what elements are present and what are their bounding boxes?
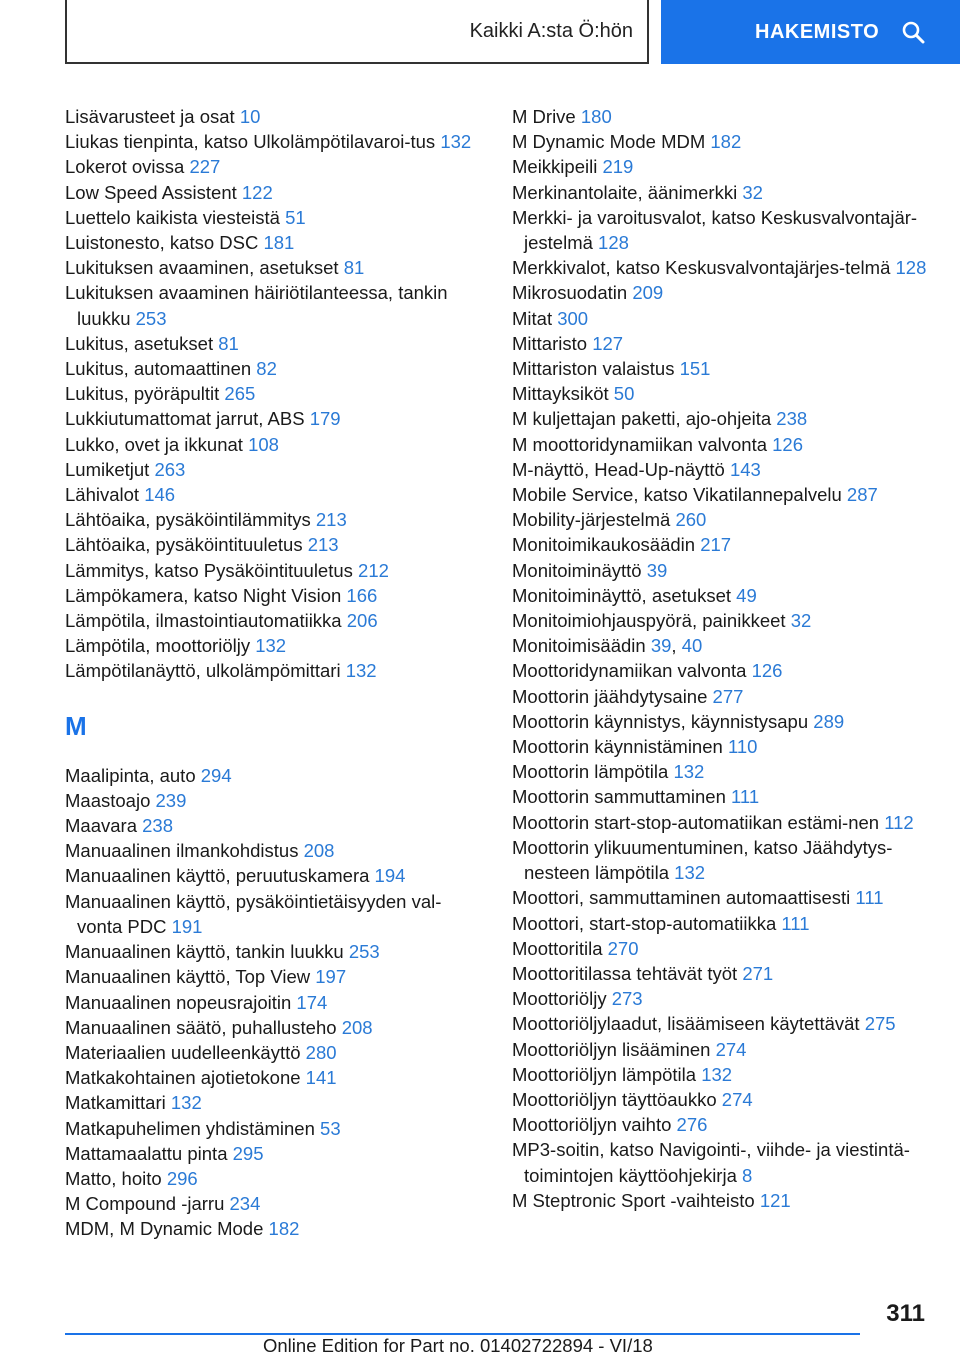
entry-term: Maastoajo [65, 789, 156, 811]
index-entry [512, 658, 942, 683]
page-link[interactable]: 275 [864, 1013, 896, 1035]
index-entry [512, 1011, 942, 1036]
entry-term: M moottoridynamiikan valvonta [512, 433, 773, 455]
page-link[interactable]: 132 [345, 660, 377, 682]
index-entry [65, 532, 485, 557]
index-entry [65, 482, 485, 507]
entry-term: Matkakohtainen ajotietokone [65, 1067, 306, 1089]
entry-term: MP3-soitin, katso Navigointi-, viihde- ja viestintä‐toimintojen käyttöohjekirja [512, 1139, 910, 1186]
entry-term: Mikrosuodatin [512, 282, 633, 304]
index-entry [65, 1040, 485, 1065]
index-entry [512, 810, 942, 835]
page-link[interactable]: 180 [580, 106, 612, 127]
index-entry [65, 230, 485, 255]
entry-term: Meikkipeili [512, 156, 603, 178]
entry-term: Moottoritilassa tehtävät työt [512, 962, 743, 984]
entry-term: Lukituksen avaaminen, asetukset [65, 257, 344, 279]
entry-term: Mitat [512, 307, 558, 329]
index-entry [65, 558, 485, 583]
page-link[interactable]: 277 [712, 685, 744, 707]
page-link[interactable]: 108 [248, 433, 279, 455]
entry-term: Merkkivalot, katso Keskusvalvontajärjes‐telmä [512, 257, 896, 279]
page-link[interactable]: 174 [296, 991, 328, 1013]
index-entry [65, 889, 485, 939]
entry-list-m-continued [512, 104, 942, 1213]
page-link[interactable]: 110 [727, 736, 758, 758]
page-link[interactable]: 212 [358, 559, 389, 581]
entry-term: Lukkiutumattomat jarrut, ABS [65, 408, 310, 430]
index-entry [512, 961, 942, 986]
page-link[interactable]: 227 [189, 156, 221, 178]
page-link[interactable]: 234 [229, 1193, 261, 1215]
page-link[interactable]: 263 [154, 458, 186, 480]
entry-term: Lähtöaika, pysäköintilämmitys [65, 509, 316, 531]
entry-term: Manuaalinen säätö, puhallusteho [65, 1016, 342, 1038]
page-link[interactable]: 197 [315, 966, 347, 988]
index-entry [512, 154, 942, 179]
index-entry [65, 658, 485, 683]
entry-term: M Steptronic Sport -vaihteisto [512, 1189, 760, 1211]
entry-term: Moottorin sammuttaminen [512, 786, 732, 808]
index-entry [65, 507, 485, 532]
entry-term: Moottoriöljyn lämpötila [512, 1063, 702, 1085]
index-entry [65, 180, 485, 205]
index-entry [512, 432, 942, 457]
entry-term: Moottorin jäähdytysaine [512, 685, 713, 707]
page-link[interactable]: 287 [846, 484, 878, 506]
index-entry [512, 482, 942, 507]
index-entry [65, 331, 485, 356]
page-link[interactable]: 121 [759, 1189, 791, 1211]
index-entry [65, 432, 485, 457]
page-link[interactable]: 239 [155, 789, 187, 811]
index-entry [512, 759, 942, 784]
page-link[interactable]: 128 [895, 257, 927, 279]
page-link[interactable]: 209 [632, 282, 664, 304]
page-link[interactable]: 39 [650, 635, 672, 657]
index-entry [65, 863, 485, 888]
entry-term: Moottoriöljyn täyttöaukko [512, 1088, 722, 1110]
entry-term: Lähivalot [65, 484, 145, 506]
page-link[interactable]: 111 [781, 912, 810, 934]
index-entry [512, 356, 942, 381]
index-entry [65, 280, 485, 330]
index-entry [512, 205, 942, 255]
entry-term: Monitoiminäyttö, asetukset [512, 584, 737, 606]
index-entry [512, 280, 942, 305]
entry-term: Lokerot ovissa [65, 156, 190, 178]
page-link[interactable]: 82 [256, 358, 277, 380]
index-entry [65, 1015, 485, 1040]
page-link[interactable]: 126 [772, 433, 804, 455]
page-link[interactable]: 132 [255, 635, 287, 657]
page-link[interactable]: 49 [736, 584, 757, 606]
index-entry [65, 1191, 485, 1216]
page-link[interactable]: 127 [592, 332, 624, 354]
entry-term: Mobility-järjestelmä [512, 509, 676, 531]
page-link[interactable]: 274 [721, 1088, 753, 1110]
page-link[interactable]: 132 [673, 761, 705, 783]
entry-term: Lukitus, automaattinen [65, 358, 257, 380]
page-link[interactable]: 141 [305, 1067, 337, 1089]
entry-term: M kuljettajan paketti, ajo-ohjeita [512, 408, 777, 430]
page-link[interactable]: 182 [268, 1218, 300, 1240]
entry-term: Luistonesto, katso DSC [65, 232, 264, 254]
page-link[interactable]: 111 [855, 887, 884, 909]
entry-term: Matkamittari [65, 1092, 171, 1114]
entry-term: Moottoriöljyn lisääminen [512, 1038, 716, 1060]
entry-list-l [65, 104, 485, 684]
index-entry [65, 154, 485, 179]
entry-term: Maavara [65, 815, 143, 837]
index-entry [65, 813, 485, 838]
entry-term: Moottori, start-stop-automatiikka [512, 912, 782, 934]
tab-a-to-o-label: Kaikki A:sta Ö:hön [469, 19, 633, 42]
index-entry [512, 1062, 942, 1087]
page-link[interactable]: 219 [602, 156, 634, 178]
page-link[interactable]: 179 [309, 408, 341, 430]
search-icon[interactable] [901, 20, 925, 44]
page-link[interactable]: 295 [232, 1142, 264, 1164]
page-link[interactable]: 280 [305, 1041, 337, 1063]
index-entry [512, 1037, 942, 1062]
page-link[interactable]: 111 [731, 786, 760, 808]
entry-term: Mittariston valaistus [512, 358, 680, 380]
entry-term: Mittaristo [512, 332, 593, 354]
index-entry [512, 885, 942, 910]
page-separator: , [671, 635, 682, 657]
entry-term: M Compound -jarru [65, 1193, 230, 1215]
index-entry [65, 788, 485, 813]
entry-term: Moottorin ylikuumentuminen, katso Jäähdytys‐nesteen lämpötila [512, 836, 893, 884]
entry-term: Matto, hoito [65, 1167, 167, 1189]
entry-term: Moottoriöljyn vaihto [512, 1114, 677, 1136]
index-entry [512, 1112, 942, 1137]
entry-term: Liukas tienpinta, katso Ulkolämpötilavaroi‐tus [65, 131, 441, 153]
page-link[interactable]: 260 [675, 509, 707, 531]
index-entry [65, 255, 485, 280]
entry-term: Mobile Service, katso Vikatilannepalvelu [512, 484, 847, 506]
entry-term: Lukituksen avaaminen häiriötilanteessa, tankin luukku [65, 282, 448, 329]
page-link[interactable]: 10 [239, 106, 261, 127]
entry-term: Manuaalinen käyttö, tankin luukku [65, 941, 349, 963]
index-entry [65, 1090, 485, 1115]
entry-term: Lukitus, pyöräpultit [65, 383, 225, 405]
index-entry [512, 911, 942, 936]
page-link[interactable]: 294 [200, 764, 232, 786]
page-link[interactable]: 132 [440, 131, 472, 153]
entry-term: Maalipinta, auto [65, 764, 201, 786]
index-entry [512, 255, 942, 280]
index-column-right [512, 104, 942, 1213]
page-link[interactable]: 182 [710, 131, 742, 153]
index-entry [65, 1065, 485, 1090]
index-entry [512, 129, 942, 154]
page-link[interactable]: 289 [813, 710, 845, 732]
page-link[interactable]: 181 [263, 232, 295, 254]
edition-footer: Online Edition for Part no. 01402722894 - VI/18 [263, 1335, 653, 1356]
page-link[interactable]: 51 [285, 206, 306, 228]
page-link[interactable]: 213 [307, 534, 339, 556]
page-link[interactable]: 50 [613, 383, 635, 405]
page-link[interactable]: 253 [135, 307, 167, 329]
index-entry [65, 406, 485, 431]
entry-term: Lumiketjut [65, 458, 155, 480]
page-link[interactable]: 122 [241, 181, 273, 203]
index-entry [65, 1116, 485, 1141]
page-link[interactable]: 166 [346, 584, 378, 606]
entry-term: Manuaalinen käyttö, peruutuskamera [65, 865, 375, 887]
entry-term: Moottoridynamiikan valvonta [512, 660, 752, 682]
index-entry [65, 129, 485, 154]
index-entry [512, 684, 942, 709]
index-entry [512, 507, 942, 532]
entry-term: Monitoimikaukosäädin [512, 534, 701, 556]
index-entry [65, 205, 485, 230]
entry-term: Moottoriöljylaadut, lisäämiseen käytettävät [512, 1013, 865, 1035]
page-link[interactable]: 53 [320, 1117, 341, 1139]
index-entry [512, 180, 942, 205]
page-link[interactable]: 143 [729, 458, 761, 480]
page-link[interactable]: 81 [343, 257, 365, 279]
entry-term: Low Speed Assistent [65, 181, 242, 203]
index-entry [512, 583, 942, 608]
entry-term: Materiaalien uudelleenkäyttö [65, 1041, 306, 1063]
entry-term: Lähtöaika, pysäköintituuletus [65, 534, 308, 556]
page-link[interactable]: 39 [646, 559, 668, 581]
page-link[interactable]: 274 [715, 1038, 747, 1060]
entry-term: MDM, M Dynamic Mode [65, 1218, 269, 1240]
entry-term: Moottorin start-stop-automatiikan estämi‐nen [512, 811, 885, 833]
entry-term: Lisävarusteet ja osat [65, 106, 240, 127]
index-entry [65, 990, 485, 1015]
entry-term: Manuaalinen käyttö, Top View [65, 966, 316, 988]
tab-index-label: HAKEMISTO [755, 20, 880, 43]
entry-term: Lämpötila, moottoriöljy [65, 635, 256, 657]
page-link[interactable]: 126 [751, 660, 783, 682]
tab-index[interactable] [661, 0, 960, 64]
index-entry [65, 838, 485, 863]
page-link[interactable]: 132 [701, 1063, 733, 1085]
entry-term: Lämpökamera, katso Night Vision [65, 584, 347, 606]
index-entry [65, 104, 485, 129]
entry-term: Merkki- ja varoitusvalot, katso Keskusvalvontajär‐jestelmä [512, 206, 918, 254]
entry-term: Monitoimisäädin [512, 635, 651, 657]
page-link[interactable]: 128 [598, 232, 629, 254]
entry-term: M Drive [512, 106, 581, 127]
page-link[interactable]: 206 [346, 610, 378, 632]
entry-term: Manuaalinen ilmankohdistus [65, 840, 304, 862]
page-link[interactable]: 270 [607, 937, 639, 959]
entry-list-m [65, 763, 485, 1242]
index-entry [512, 1137, 942, 1187]
index-entry [512, 558, 942, 583]
entry-term: Matkapuhelimen yhdistäminen [65, 1117, 321, 1139]
index-entry [65, 608, 485, 633]
index-entry [65, 633, 485, 658]
page-link[interactable]: 8 [742, 1164, 753, 1186]
index-entry [512, 381, 942, 406]
index-entry [65, 939, 485, 964]
index-entry [65, 356, 485, 381]
page-link[interactable]: 112 [884, 811, 914, 833]
index-entry [512, 406, 942, 431]
page-link[interactable]: 191 [171, 915, 203, 937]
entry-term: Lukko, ovet ja ikkunat [65, 433, 249, 455]
index-entry [512, 784, 942, 809]
entry-term: Moottorin lämpötila [512, 761, 674, 783]
entry-term: M-näyttö, Head-Up-näyttö [512, 458, 730, 480]
page-number: 311 [886, 1300, 925, 1327]
index-entry [512, 331, 942, 356]
entry-term: Lukitus, asetukset [65, 332, 219, 354]
tab-a-to-o[interactable] [65, 0, 649, 64]
index-entry [65, 964, 485, 989]
page-link[interactable]: 32 [790, 610, 812, 632]
index-entry [512, 709, 942, 734]
entry-term: Monitoiminäyttö [512, 559, 647, 581]
index-entry [512, 936, 942, 961]
page-link[interactable]: 271 [742, 962, 774, 984]
entry-term: Luettelo kaikista viesteistä [65, 206, 286, 228]
index-entry [512, 457, 942, 482]
index-entry [65, 1166, 485, 1191]
page-link[interactable]: 194 [374, 865, 406, 887]
index-entry [65, 763, 485, 788]
index-entry [512, 608, 942, 633]
entry-term: Moottoritila [512, 937, 608, 959]
entry-term: Monitoimiohjauspyörä, painikkeet [512, 610, 791, 632]
entry-term: M Dynamic Mode MDM [512, 131, 711, 153]
entry-term: Moottori, sammuttaminen automaattisesti [512, 887, 856, 909]
index-entry [512, 104, 942, 129]
entry-term: Manuaalinen käyttö, pysäköintietäisyyden val‐vonta PDC [65, 890, 442, 937]
index-entry [65, 381, 485, 406]
page-link[interactable]: 300 [557, 307, 589, 329]
index-column-left [65, 104, 485, 1242]
page-link[interactable]: 81 [218, 332, 239, 354]
index-entry [512, 1087, 942, 1112]
page-link[interactable]: 253 [348, 941, 380, 963]
index-entry [512, 532, 942, 557]
page-link[interactable]: 132 [674, 862, 706, 884]
page-link[interactable]: 273 [611, 988, 643, 1010]
page-link[interactable]: 146 [144, 484, 176, 506]
page-link[interactable]: 238 [142, 815, 173, 837]
entry-term: Mittayksiköt [512, 383, 614, 405]
page-link[interactable]: 238 [776, 408, 808, 430]
entry-term: Moottoriöljy [512, 988, 612, 1010]
entry-term: Lämpötila, ilmastointiautomatiikka [65, 610, 347, 632]
index-entry [512, 835, 942, 885]
entry-term: Mattamaalattu pinta [65, 1142, 233, 1164]
page-link[interactable]: 265 [224, 383, 256, 405]
entry-term: Lämpötilanäyttö, ulkolämpömittari [65, 660, 346, 682]
page-link[interactable]: 32 [742, 181, 763, 203]
index-entry [65, 457, 485, 482]
section-letter-m: M [65, 710, 87, 741]
index-entry [512, 734, 942, 759]
page-link[interactable]: 208 [341, 1016, 373, 1038]
page-link[interactable]: 132 [170, 1092, 202, 1114]
entry-term: Merkinantolaite, äänimerkki [512, 181, 743, 203]
index-entry [512, 306, 942, 331]
index-entry [512, 633, 942, 658]
page-link[interactable]: 208 [303, 840, 335, 862]
page-link[interactable]: 151 [679, 358, 711, 380]
entry-term: Lämmitys, katso Pysäköintituuletus [65, 559, 359, 581]
page-link[interactable]: 213 [315, 509, 347, 531]
index-entry [65, 583, 485, 608]
entry-term: Moottorin käynnistäminen [512, 736, 728, 758]
entry-term: Moottorin käynnistys, käynnistysapu [512, 710, 814, 732]
index-entry [512, 1188, 942, 1213]
index-entry [512, 986, 942, 1011]
page-link[interactable]: 217 [700, 534, 732, 556]
page-link[interactable]: 296 [166, 1167, 198, 1189]
page-link[interactable]: 276 [676, 1114, 708, 1136]
index-entry [65, 1216, 485, 1241]
entry-term: Manuaalinen nopeusrajoitin [65, 991, 297, 1013]
index-entry [65, 1141, 485, 1166]
page-link[interactable]: 40 [681, 635, 703, 657]
